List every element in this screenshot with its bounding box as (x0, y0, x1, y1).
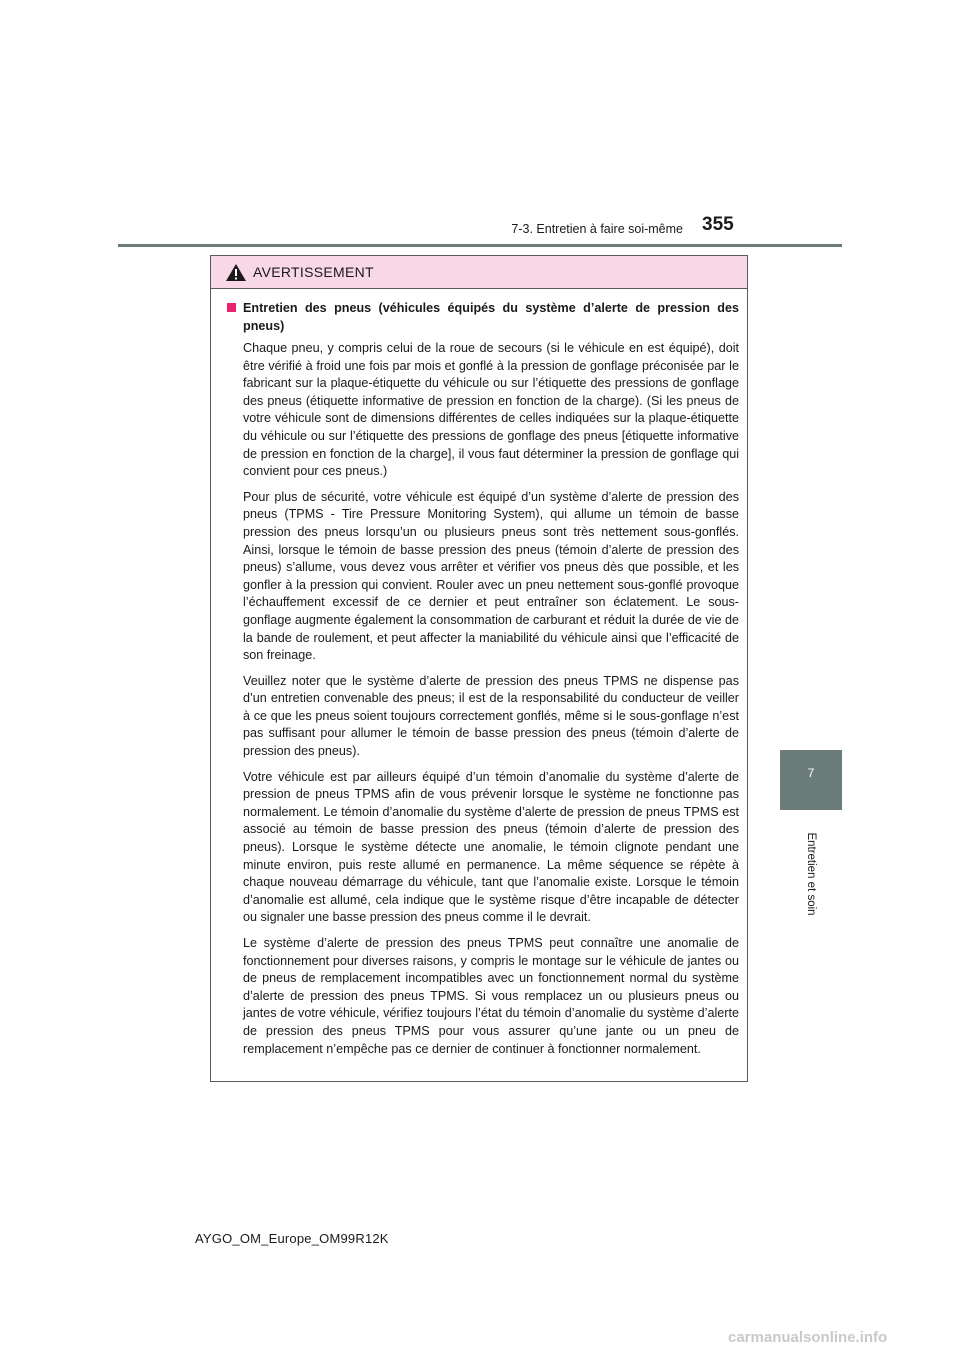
warning-paragraph: Votre véhicule est par ailleurs équipé d’un témoin d’anomalie du système d’alerte de pression de pneus TPMS afin de vous prévenir lorsque le système ne fonctionne pas normalement. Le témoin d’anomalie du système d’alerte de pression de pneus TPMS est associé au témoin de basse pression des pneus (témoin d’alerte de pression des pneus). Lorsque le système détecte une anomalie, le témoin clignote pendant une minute environ, puis reste allumé en permanence. La même séquence se répète à chaque nouveau démarrage du véhicule, tant que l’anomalie existe. Lorsque le témoin d’anomalie est allumé, cela indique que le système risque d’être incapable de détecter ou signaler une basse pression des pneus comme il le devrait. (243, 769, 739, 925)
warning-topic (227, 299, 739, 335)
chapter-side-label (780, 812, 842, 937)
warning-title: AVERTISSEMENT (253, 264, 374, 280)
warning-paragraph: Veuillez noter que le système d’alerte de pression des pneus TPMS ne dispense pas d’un entretien convenable des pneus; il est de la responsabilité du conducteur de veiller à ce que les pneus soient toujours correctement gonflés, même si le sous-gonflage n’est pas suffisant pour allumer le témoin de basse pression des pneus (témoin d’alerte de pression des pneus). (243, 673, 739, 759)
watermark (728, 1321, 958, 1355)
footer-document-code: AYGO_OM_Europe_OM99R12K (195, 1231, 389, 1246)
warning-body (211, 289, 747, 1058)
square-bullet-icon (227, 303, 236, 312)
header-section-title: 7-3. Entretien à faire soi-même (511, 222, 683, 236)
warning-box (210, 255, 748, 1082)
warning-paragraph: Chaque pneu, y compris celui de la roue de secours (si le véhicule en est équipé), doit être vérifié à froid une fois par mois et gonflé à la pression de gonflage préconisée par le fabricant sur la plaque-étiquette du véhicule ou sur l’étiquette des pressions de gonflage des pneus (étiquette informative de pression en fonction de la charge). (Si les pneus de votre véhicule sont de dimensions différentes de celles indiquées sur la plaque-étiquette du véhicule ou sur l’étiquette des pressions de gonflage des pneus [étiquette informative de pression en fonction de la charge], il vous faut déterminer la pression de gonflage qui convient pour ces pneus.) (243, 341, 739, 479)
warning-paragraph: Pour plus de sécurité, votre véhicule est équipé d’un système d’alerte de pression des pneus (TPMS - Tire Pressure Monitoring System), qui allume un témoin de basse pression des pneus lorsqu’un ou plusieurs pneus sont très nettement sous-gonflés. Ainsi, lorsque le témoin de basse pression des pneus (témoin d’alerte de pression des pneus) s’allume, vous devez vous arrêter et vérifier vos pneus dès que possible, et les gonfler à la pression qui convient. Rouler avec un pneu nettement sous-gonflé provoque l’échauffement excessif de ce dernier et peut entraîner son éclatement. Le sous-gonflage augmente également la consommation de carburant et réduit la durée de vie de la bande de roulement, et peut affecter la maniabilité du véhicule ainsi que l’efficacité de son freinage. (243, 489, 739, 663)
page-number: 355 (702, 214, 734, 235)
warning-header (211, 256, 747, 289)
watermark-text: carmanualsonline.info (728, 1329, 888, 1346)
header-rule (118, 244, 842, 247)
warning-triangle-icon (225, 263, 247, 282)
chapter-tab (780, 750, 842, 810)
chapter-number: 7 (807, 766, 815, 780)
warning-paragraph: Le système d’alerte de pression des pneus TPMS peut connaître une anomalie de fonctionnement pour diverses raisons, y compris le montage sur le véhicule de jantes ou de pneus de remplacement incompatibles avec un fonctionnement normal du système d’alerte de pression des pneus TPMS. Si vous remplacez un ou plusieurs pneus ou jantes de votre véhicule, vérifiez toujours l’état du témoin d’anomalie du système d’alerte de pression des pneus TPMS pour vous assurer qu’une jante ou un pneu de remplacement n’empêche pas ce dernier de continuer à fonctionner normalement. (243, 936, 739, 1056)
chapter-title: Entretien et soin (805, 832, 817, 916)
warning-topic-text: Entretien des pneus (véhicules équipés du système d’alerte de pression des pneus) (243, 301, 739, 333)
